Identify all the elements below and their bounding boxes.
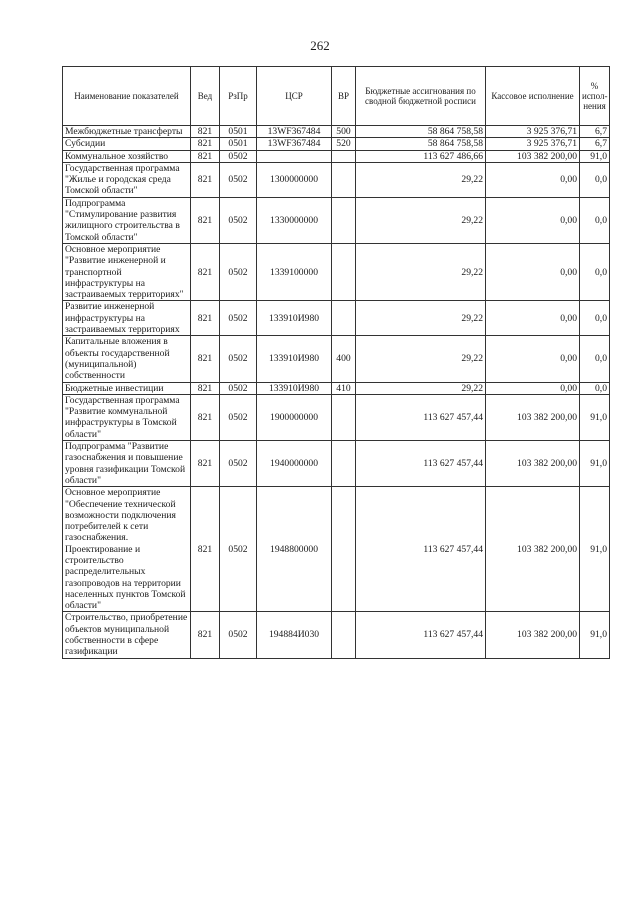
cell-rzpr: 0502	[220, 487, 257, 612]
cell-ved: 821	[191, 138, 220, 150]
cell-csr: 1300000000	[257, 162, 332, 197]
cell-csr: 1900000000	[257, 394, 332, 440]
cell-csr	[257, 150, 332, 162]
cell-name: Государственная программа "Жилье и городская среда Томской области"	[63, 162, 191, 197]
cell-name: Подпрограмма "Стимулирование развития жилищного строительства в Томской области"	[63, 197, 191, 243]
budget-execution-table	[62, 66, 610, 659]
cell-budget: 29,22	[356, 301, 486, 336]
cell-budget: 29,22	[356, 243, 486, 300]
cell-percent: 91,0	[580, 487, 610, 612]
cell-percent: 6,7	[580, 126, 610, 138]
cell-vr: 520	[332, 138, 356, 150]
header-percent: % испол-нения	[580, 67, 610, 126]
cell-ved: 821	[191, 301, 220, 336]
cell-vr: 500	[332, 126, 356, 138]
cell-percent: 0,0	[580, 162, 610, 197]
cell-percent: 91,0	[580, 441, 610, 487]
cell-rzpr: 0502	[220, 243, 257, 300]
cell-ved: 821	[191, 126, 220, 138]
cell-cash: 0,00	[486, 301, 580, 336]
cell-rzpr: 0501	[220, 138, 257, 150]
table-row	[63, 336, 610, 382]
cell-name: Подпрограмма "Развитие газоснабжения и повышение уровня газификации Томской области"	[63, 441, 191, 487]
header-vr: ВР	[332, 67, 356, 126]
cell-ved: 821	[191, 487, 220, 612]
cell-cash: 103 382 200,00	[486, 150, 580, 162]
cell-csr: 13WF367484	[257, 126, 332, 138]
cell-csr: 1330000000	[257, 197, 332, 243]
cell-vr	[332, 162, 356, 197]
cell-name: Государственная программа "Развитие коммунальной инфраструктуры в Томской области"	[63, 394, 191, 440]
table-row	[63, 441, 610, 487]
cell-percent: 0,0	[580, 336, 610, 382]
cell-name: Коммунальное хозяйство	[63, 150, 191, 162]
cell-name: Основное мероприятие "Развитие инженерной и транспортной инфраструктуры на застраиваемых территориях"	[63, 243, 191, 300]
cell-csr: 133910И980	[257, 336, 332, 382]
table-row	[63, 487, 610, 612]
header-cash: Кассовое исполнение	[486, 67, 580, 126]
table-row	[63, 162, 610, 197]
cell-budget: 29,22	[356, 162, 486, 197]
header-csr: ЦСР	[257, 67, 332, 126]
cell-ved: 821	[191, 243, 220, 300]
cell-rzpr: 0501	[220, 126, 257, 138]
cell-ved: 821	[191, 162, 220, 197]
cell-budget: 58 864 758,58	[356, 138, 486, 150]
cell-percent: 91,0	[580, 394, 610, 440]
cell-percent: 91,0	[580, 150, 610, 162]
cell-cash: 3 925 376,71	[486, 138, 580, 150]
table-row	[63, 197, 610, 243]
table-row	[63, 382, 610, 394]
cell-vr	[332, 301, 356, 336]
cell-csr: 1339100000	[257, 243, 332, 300]
cell-cash: 103 382 200,00	[486, 394, 580, 440]
cell-name: Субсидии	[63, 138, 191, 150]
cell-csr: 133910И980	[257, 301, 332, 336]
cell-ved: 821	[191, 336, 220, 382]
cell-vr	[332, 612, 356, 658]
cell-vr	[332, 243, 356, 300]
cell-budget: 113 627 486,66	[356, 150, 486, 162]
table-header-row	[63, 67, 610, 126]
cell-rzpr: 0502	[220, 612, 257, 658]
table-row	[63, 126, 610, 138]
cell-vr	[332, 487, 356, 612]
table-row	[63, 150, 610, 162]
cell-rzpr: 0502	[220, 150, 257, 162]
header-ved: Вед	[191, 67, 220, 126]
cell-rzpr: 0502	[220, 301, 257, 336]
page-number: 262	[310, 38, 330, 53]
cell-csr: 1940000000	[257, 441, 332, 487]
cell-csr: 13WF367484	[257, 138, 332, 150]
header-rzpr: РзПр	[220, 67, 257, 126]
cell-cash: 0,00	[486, 336, 580, 382]
table-row	[63, 612, 610, 658]
cell-cash: 0,00	[486, 162, 580, 197]
cell-budget: 113 627 457,44	[356, 487, 486, 612]
cell-budget: 58 864 758,58	[356, 126, 486, 138]
cell-percent: 0,0	[580, 243, 610, 300]
cell-budget: 29,22	[356, 336, 486, 382]
cell-rzpr: 0502	[220, 162, 257, 197]
cell-name: Межбюджетные трансферты	[63, 126, 191, 138]
cell-cash: 103 382 200,00	[486, 487, 580, 612]
cell-cash: 103 382 200,00	[486, 612, 580, 658]
cell-ved: 821	[191, 612, 220, 658]
header-name: Наименование показателей	[63, 67, 191, 126]
table-row	[63, 243, 610, 300]
cell-vr	[332, 394, 356, 440]
cell-vr	[332, 150, 356, 162]
cell-percent: 0,0	[580, 197, 610, 243]
cell-budget: 113 627 457,44	[356, 441, 486, 487]
cell-cash: 0,00	[486, 243, 580, 300]
cell-percent: 91,0	[580, 612, 610, 658]
table-row	[63, 301, 610, 336]
cell-percent: 6,7	[580, 138, 610, 150]
cell-rzpr: 0502	[220, 441, 257, 487]
cell-budget: 113 627 457,44	[356, 612, 486, 658]
cell-rzpr: 0502	[220, 394, 257, 440]
cell-rzpr: 0502	[220, 336, 257, 382]
cell-percent: 0,0	[580, 301, 610, 336]
cell-vr	[332, 197, 356, 243]
cell-percent: 0,0	[580, 382, 610, 394]
cell-name: Бюджетные инвестиции	[63, 382, 191, 394]
cell-budget: 113 627 457,44	[356, 394, 486, 440]
cell-ved: 821	[191, 150, 220, 162]
header-budget: Бюджетные ассигнования по сводной бюджетной росписи	[356, 67, 486, 126]
cell-cash: 3 925 376,71	[486, 126, 580, 138]
cell-name: Строительство, приобретение объектов муниципальной собственности в сфере газификации	[63, 612, 191, 658]
cell-ved: 821	[191, 197, 220, 243]
cell-csr: 133910И980	[257, 382, 332, 394]
cell-cash: 103 382 200,00	[486, 441, 580, 487]
cell-csr: 1948800000	[257, 487, 332, 612]
cell-vr: 400	[332, 336, 356, 382]
cell-rzpr: 0502	[220, 382, 257, 394]
cell-vr	[332, 441, 356, 487]
cell-ved: 821	[191, 382, 220, 394]
cell-name: Основное мероприятие "Обеспечение технической возможности подключения потребителей к сети газоснабжения. Проектирование и строительство распределительных газопроводов на территории населенных пунктов Томской области"	[63, 487, 191, 612]
table-row	[63, 394, 610, 440]
cell-ved: 821	[191, 441, 220, 487]
cell-name: Капитальные вложения в объекты государственной (муниципальной) собственности	[63, 336, 191, 382]
cell-rzpr: 0502	[220, 197, 257, 243]
table-row	[63, 138, 610, 150]
cell-csr: 194884И030	[257, 612, 332, 658]
cell-name: Развитие инженерной инфраструктуры на застраиваемых территориях	[63, 301, 191, 336]
cell-budget: 29,22	[356, 382, 486, 394]
cell-budget: 29,22	[356, 197, 486, 243]
cell-cash: 0,00	[486, 382, 580, 394]
cell-ved: 821	[191, 394, 220, 440]
cell-cash: 0,00	[486, 197, 580, 243]
cell-vr: 410	[332, 382, 356, 394]
